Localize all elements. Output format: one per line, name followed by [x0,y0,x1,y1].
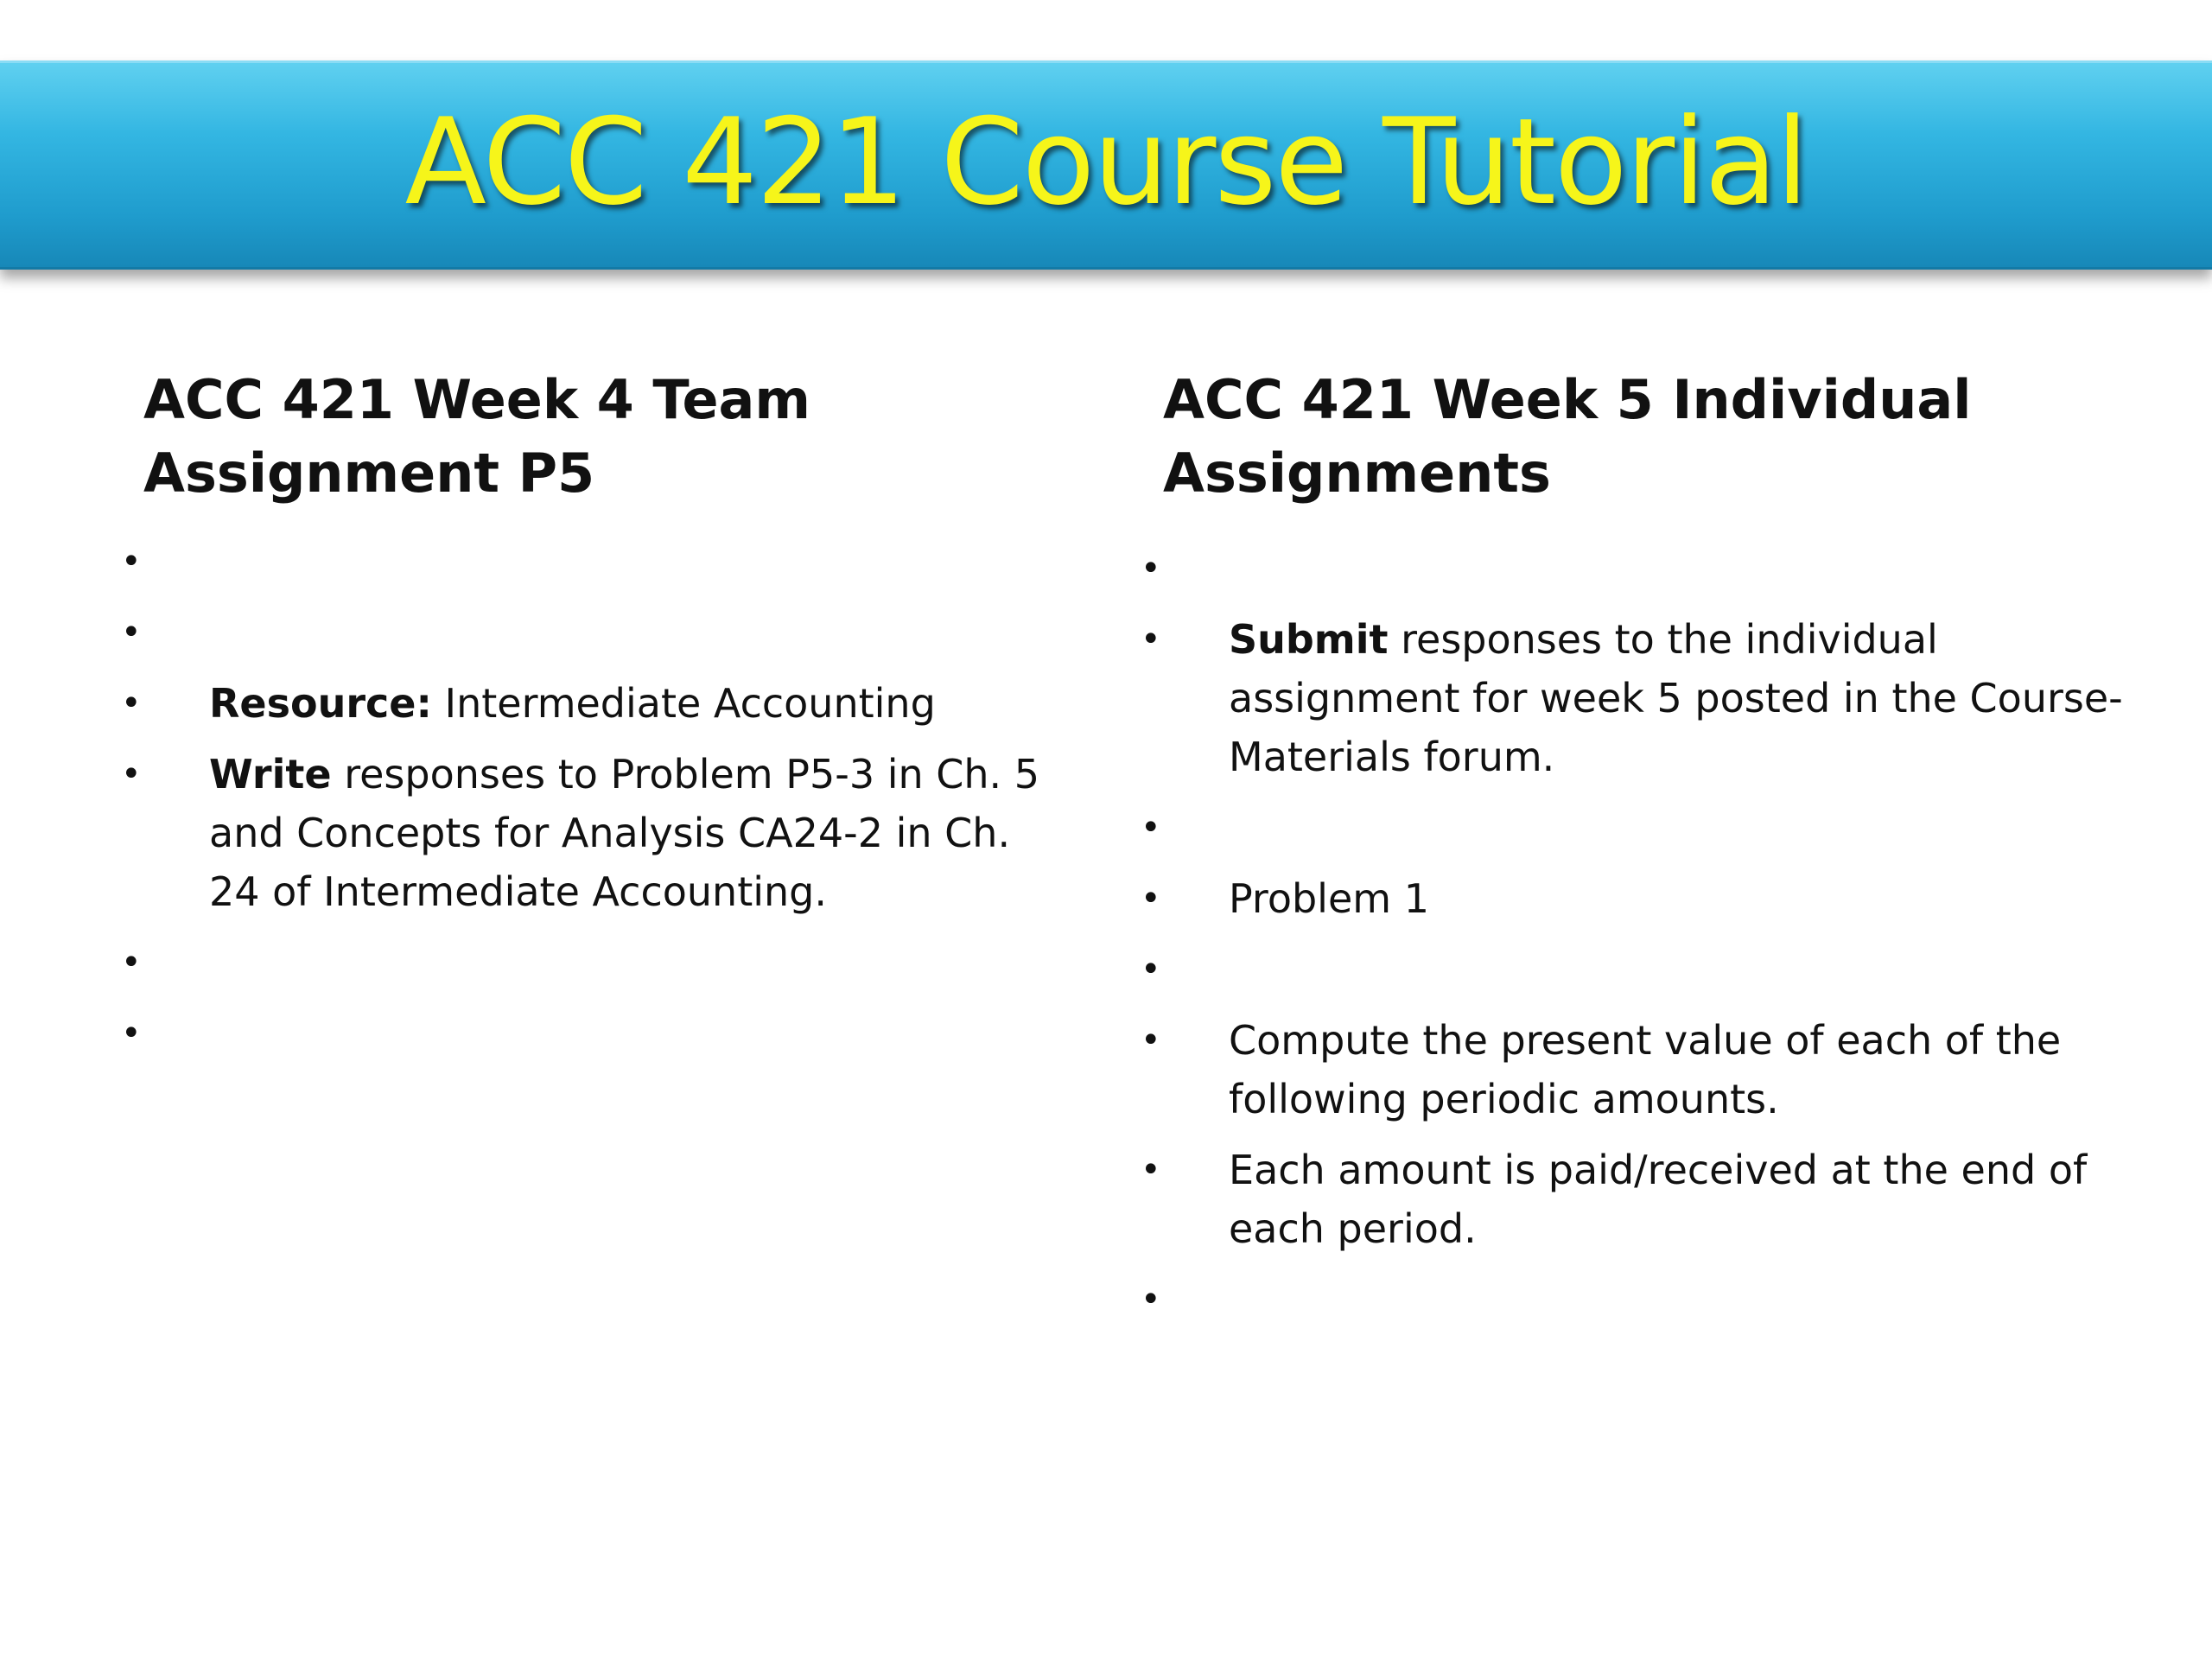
bullet-icon: • [121,1014,142,1053]
list-item [121,933,1054,992]
bullet-icon: • [121,754,142,794]
list-item [121,745,1054,921]
bullet-bold-text: Submit [1229,616,1389,663]
list-item [1141,940,2134,999]
bullet-text: Compute the present value of each of the following periodic amounts. [1229,1017,2062,1122]
bullet-icon: • [121,683,142,723]
list-item [1141,1141,2134,1258]
list-item [1141,798,2134,857]
list-item [1141,610,2134,786]
left-bullet-list [121,532,1054,1063]
left-column [121,363,1054,1063]
left-column-heading: ACC 421 Week 4 Team Assignment P5 [143,368,810,505]
list-item [121,532,1054,591]
right-column-heading: ACC 421 Week 5 Individual Assignments [1163,368,1972,505]
list-item [1141,869,2134,928]
list-item [1141,1270,2134,1329]
bullet-icon: • [1141,879,1161,918]
bullet-text: Intermediate Accounting [431,680,936,727]
bullet-icon: • [121,542,142,582]
bullet-icon: • [1141,620,1161,659]
bullet-icon: • [1141,549,1161,588]
bullet-text: Each amount is paid/received at the end of each period. [1229,1147,2088,1252]
bullet-text: responses to Problem P5-3 in Ch. 5 and Concepts for Analysis CA24-2 in Ch. 24 of Intermediate Accounting. [209,751,1040,915]
right-column [1141,363,2134,1329]
bullet-text: responses to the individual assignment for week 5 posted in the Course-Materials forum. [1229,616,2123,780]
bullet-text: Problem 1 [1229,875,1429,922]
bullet-bold-text: Write [209,751,332,798]
bullet-icon: • [1141,1020,1161,1060]
bullet-icon: • [1141,1150,1161,1190]
list-item [121,603,1054,662]
list-item [1141,539,2134,598]
slide-title: ACC 421 Course Tutorial [404,92,1808,232]
bullet-icon: • [121,613,142,652]
bullet-icon: • [1141,808,1161,848]
bullet-icon: • [1141,950,1161,989]
bullet-icon: • [1141,1280,1161,1319]
list-item [1141,1011,2134,1128]
list-item [121,674,1054,733]
right-bullet-list [1141,539,2134,1329]
bullet-bold-text: Resource: [209,680,432,727]
title-banner [0,60,2212,270]
bullet-icon: • [121,943,142,982]
list-item [121,1004,1054,1063]
